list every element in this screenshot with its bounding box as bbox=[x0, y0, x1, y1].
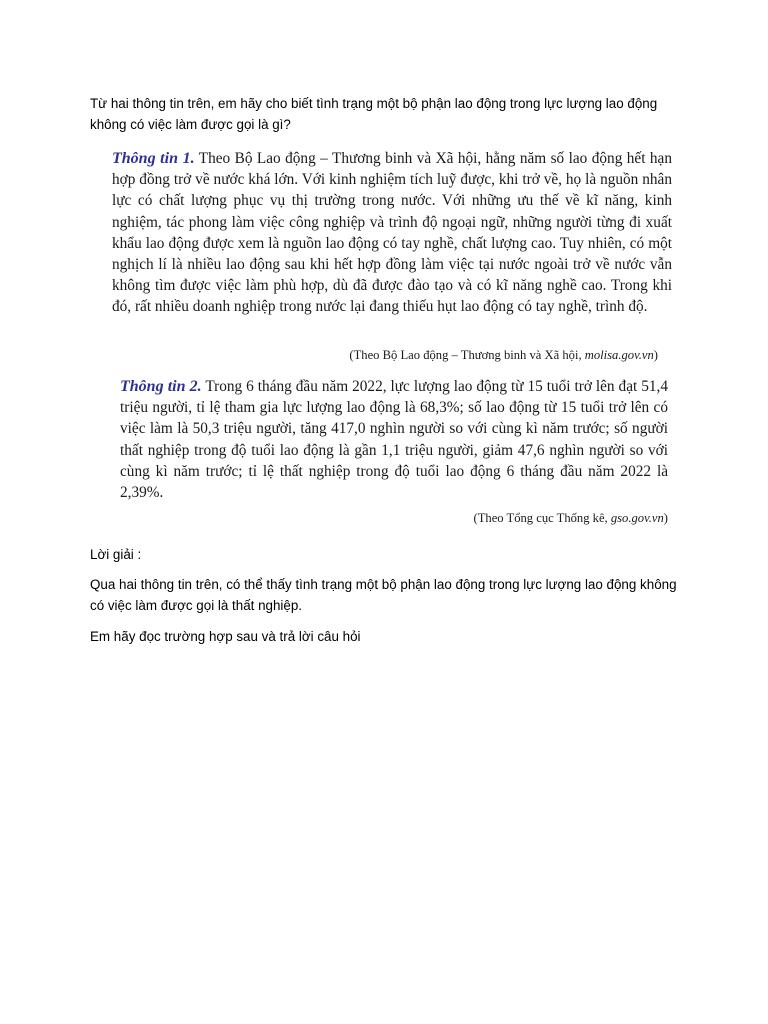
info1-label: Thông tin 1. bbox=[112, 150, 195, 167]
info2-paragraph bbox=[120, 376, 668, 503]
info2-label: Thông tin 2. bbox=[120, 378, 202, 395]
info1-block bbox=[112, 148, 672, 318]
info2-source bbox=[474, 511, 668, 526]
solution-answer: Qua hai thông tin trên, có thể thấy tình trạng một bộ phận lao động trong lực lượng lao động không có việc làm được gọi là thất nghiệp. bbox=[90, 577, 677, 613]
solution-heading: Lời giải : bbox=[90, 547, 142, 562]
info1-source-prefix: (Theo Bộ Lao động – Thương binh và Xã hội, bbox=[349, 348, 585, 362]
info1-source bbox=[349, 348, 658, 363]
info2-text: Trong 6 tháng đầu năm 2022, lực lượng lao động từ 15 tuổi trở lên đạt 51,4 triệu người, tỉ lệ tham gia lực lượng lao động là 68,3%; số lao động từ 15 tuổi trở lên có việc làm là 50,3 triệu người, tăng 417,0 nghìn người so với cùng kì năm trước; số người thất nghiệp trong độ tuổi lao động là gần 1,1 triệu người, giảm 47,6 nghìn người so với cùng kì năm trước; tỉ lệ thất nghiệp trong độ tuổi lao động 6 tháng đầu năm 2022 là 2,39%. bbox=[120, 378, 668, 502]
info2-source-prefix: (Theo Tổng cục Thống kê, bbox=[473, 511, 611, 525]
info2-source-site: gso.gov.vn bbox=[610, 511, 664, 525]
info1-source-suffix: ) bbox=[653, 348, 658, 362]
info1-text: Theo Bộ Lao động – Thương binh và Xã hội, hằng năm số lao động hết hạn hợp đồng trở về nước khá lớn. Với kinh nghiệm tích luỹ được, khi trở về, họ là nguồn nhân lực có chất lượng phục vụ thị trường trong nước. Với những ưu thế về kĩ năng, kinh nghiệm, tác phong làm việc công nghiệp và trình độ ngoại ngữ, những người từng đi xuất khẩu lao động được xem là nguồn lao động có tay nghề, chất lượng cao. Tuy nhiên, có một nghịch lí là nhiều lao động sau khi hết hợp đồng làm việc tại nước ngoài trở về nước vẫn không tìm được việc làm phù hợp, dù đã được đào tạo và có kĩ năng nghề cao. Trong khi đó, rất nhiều doanh nghiệp trong nước lại đang thiếu hụt lao động có tay nghề, trình độ. bbox=[112, 150, 672, 316]
info2-block bbox=[120, 376, 668, 503]
info1-paragraph bbox=[112, 148, 672, 318]
next-prompt: Em hãy đọc trường hợp sau và trả lời câu hỏi bbox=[90, 629, 361, 644]
info2-source-suffix: ) bbox=[663, 511, 668, 525]
question-text: Từ hai thông tin trên, em hãy cho biết tình trạng một bộ phận lao động trong lực lượng lao động không có việc làm được gọi là gì? bbox=[90, 96, 658, 132]
info1-source-site: molisa.gov.vn bbox=[584, 348, 654, 362]
